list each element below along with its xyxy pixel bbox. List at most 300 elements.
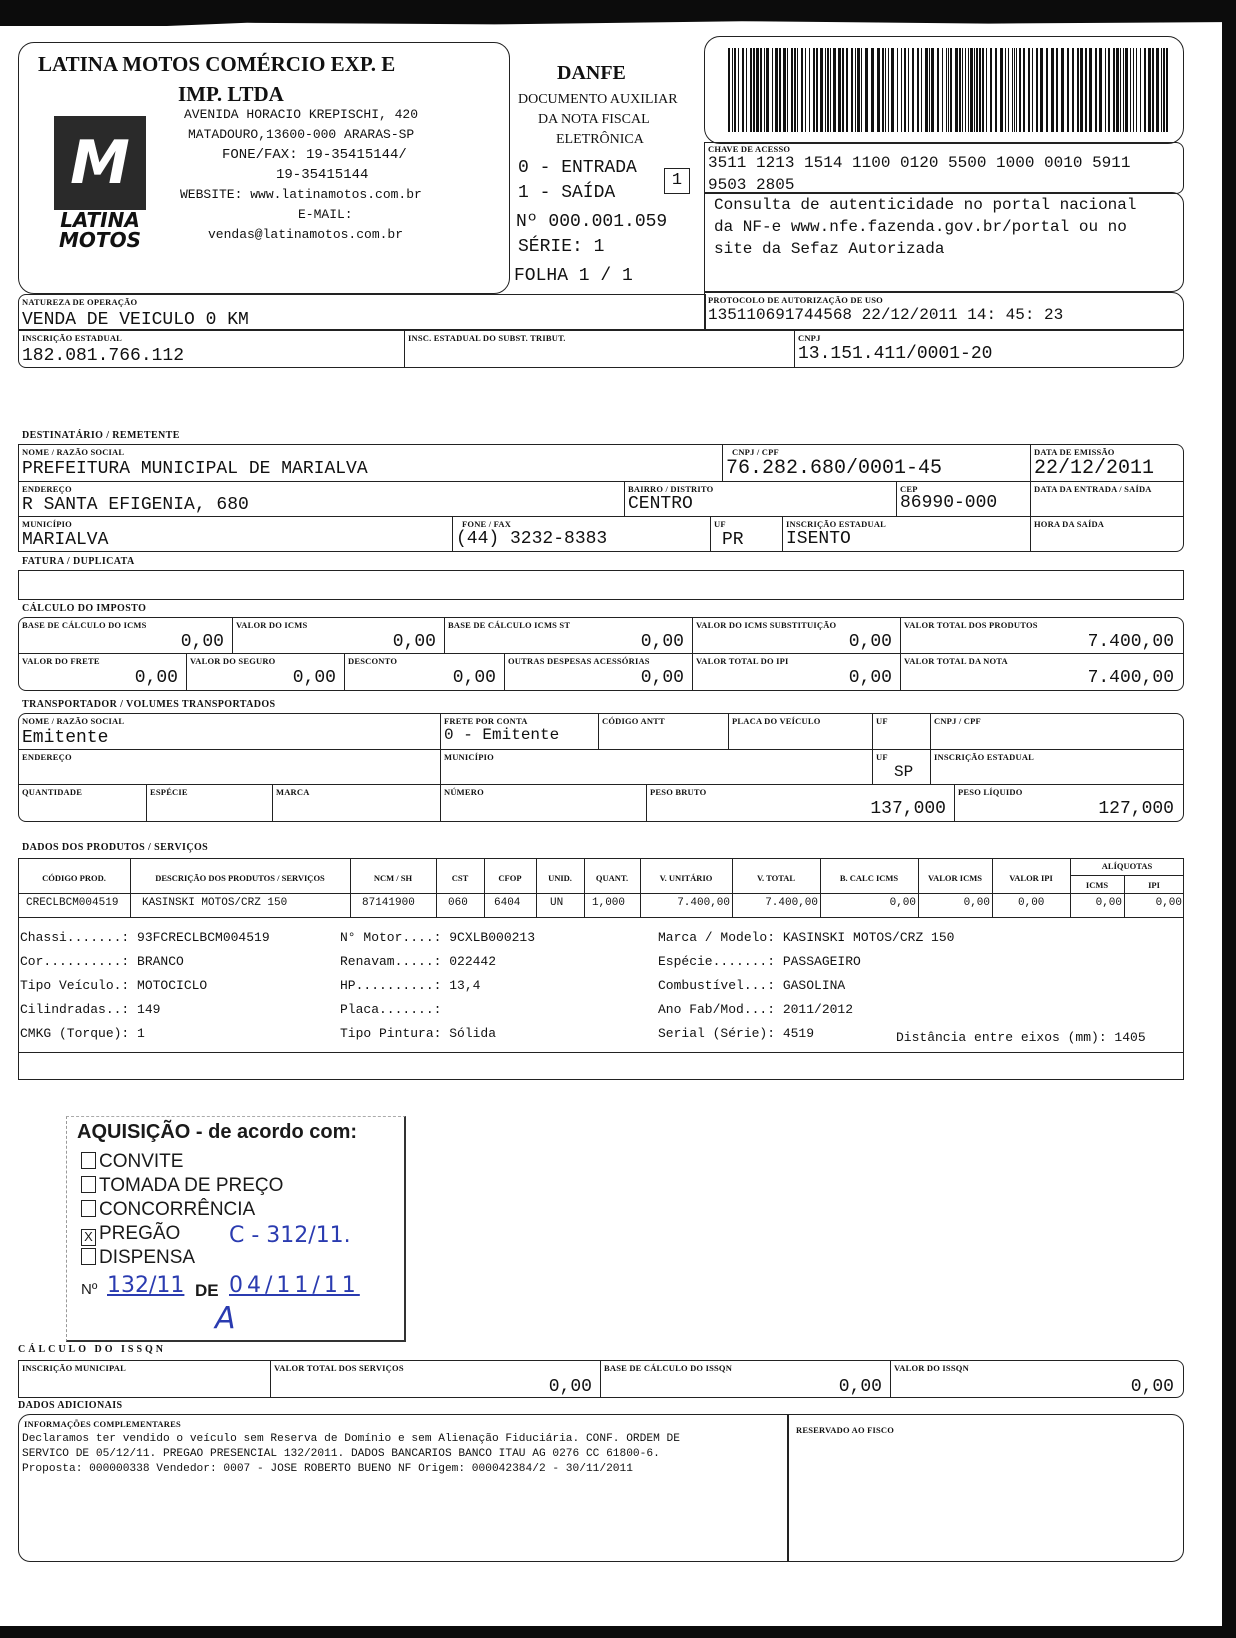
barcode-bar	[846, 48, 848, 132]
stamp-item-dispensa	[81, 1247, 195, 1269]
barcode-bar	[861, 48, 862, 132]
divider	[404, 330, 405, 368]
divider	[600, 1360, 601, 1398]
th-unid: UNID.	[548, 873, 572, 883]
check-mark: X	[84, 1229, 93, 1244]
barcode-bar	[1123, 48, 1124, 132]
td-vicms: 0,00	[963, 897, 990, 909]
barcode-bar	[833, 48, 836, 132]
bc-st-label: BASE DE CÁLCULO ICMS ST	[448, 620, 571, 630]
veiculo-marca: Marca / Modelo: KASINSKI MOTOS/CRZ 150	[658, 930, 955, 945]
barcode-bar	[764, 48, 765, 132]
dest-hora-label: HORA DA SAÍDA	[1034, 519, 1105, 529]
divider	[794, 330, 795, 368]
stamp-item-pregao	[81, 1223, 180, 1246]
dest-endereco-label: ENDEREÇO	[22, 484, 72, 494]
divider	[918, 858, 919, 918]
barcode-bar	[871, 48, 874, 132]
barcode-bar	[766, 48, 769, 132]
barcode-bar	[756, 48, 759, 132]
ipi: 0,00	[848, 668, 892, 688]
danfe-sub1: DOCUMENTO AUXILIAR	[518, 92, 678, 107]
divider	[1070, 875, 1184, 876]
barcode-bar	[921, 48, 922, 132]
transp-antt-label: CÓDIGO ANTT	[602, 716, 665, 726]
barcode-bar	[1140, 48, 1141, 132]
th-aliquotas: ALÍQUOTAS	[1101, 861, 1153, 871]
th-codigo: CÓDIGO PROD.	[42, 873, 106, 883]
barcode-bar	[982, 48, 984, 132]
barcode-bar	[948, 48, 949, 132]
protocolo-label: PROTOCOLO DE AUTORIZAÇÃO DE USO	[708, 295, 883, 305]
dest-municipio-label: MUNICÍPIO	[22, 519, 72, 529]
th-quant: QUANT.	[595, 873, 629, 883]
desconto-label: DESCONTO	[348, 656, 398, 666]
ie-label: INSCRIÇÃO ESTADUAL	[22, 333, 123, 343]
scan-top-edge	[0, 0, 1236, 26]
divider	[504, 653, 505, 691]
barcode-bar	[990, 48, 992, 132]
divider	[444, 617, 445, 654]
barcode-bar	[1077, 48, 1079, 132]
veiculo-torque: CMKG (Torque): 1	[20, 1026, 145, 1041]
th-vicms: VALOR ICMS	[928, 873, 982, 883]
barcode-bar	[942, 48, 943, 132]
issqn-servicos-label: VALOR TOTAL DOS SERVIÇOS	[274, 1363, 404, 1373]
divider	[270, 1360, 271, 1398]
stamp-item-tomada	[81, 1175, 283, 1197]
transp-especie-label: ESPÉCIE	[150, 787, 188, 797]
divider	[440, 713, 441, 750]
transp-uf2: SP	[894, 763, 914, 781]
produtos-table	[18, 858, 1184, 918]
barcode-bar	[1016, 48, 1017, 132]
seguro: 0,00	[292, 668, 336, 688]
dest-nome: PREFEITURA MUNICIPAL DE MARIALVA	[22, 459, 368, 479]
barcode-bar	[962, 48, 963, 132]
th-vunit: V. UNITÁRIO	[659, 873, 713, 883]
barcode-bar	[979, 48, 981, 132]
barcode-bar	[857, 48, 860, 132]
danfe-numero: Nº 000.001.059	[516, 212, 668, 232]
barcode-bar	[1040, 48, 1043, 132]
ipi-label: VALOR TOTAL DO IPI	[696, 656, 789, 666]
td-quant: 1,000	[592, 897, 626, 909]
info-label: INFORMAÇÕES COMPLEMENTARES	[24, 1419, 181, 1429]
barcode-bar	[1005, 48, 1006, 132]
logo-line2: MOTOS	[59, 228, 141, 252]
barcode-bar	[1148, 48, 1151, 132]
barcode-bar	[797, 48, 798, 132]
divider	[146, 784, 147, 822]
barcode-bar	[801, 48, 803, 132]
issqn-valor-label: VALOR DO ISSQN	[894, 1363, 969, 1373]
bc-icms: 0,00	[180, 632, 224, 652]
consulta-line2: da NF-e www.nfe.fazenda.gov.br/portal ou no	[714, 218, 1127, 236]
divider	[440, 749, 441, 785]
barcode-bar	[1067, 48, 1069, 132]
barcode-bar	[1036, 48, 1038, 132]
barcode-bar	[877, 48, 880, 132]
barcode-bar	[760, 48, 762, 132]
fatura-section: FATURA / DUPLICATA	[22, 556, 135, 567]
barcode-bar	[746, 48, 747, 132]
divider	[930, 749, 931, 785]
divider	[728, 713, 729, 750]
seguro-label: VALOR DO SEGURO	[190, 656, 276, 666]
td-vipi: 0,00	[1018, 897, 1045, 909]
stamp-no-label: Nº	[81, 1281, 98, 1298]
logo-line1: LATINA	[60, 208, 140, 232]
th-descricao: DESCRIÇÃO DOS PRODUTOS / SERVIÇOS	[155, 873, 325, 883]
barcode-bar	[946, 48, 947, 132]
barcode-bar	[931, 48, 934, 132]
dest-entrada-label: DATA DA ENTRADA / SAÍDA	[1034, 484, 1152, 494]
barcode-bar	[937, 48, 939, 132]
barcode-bar	[825, 48, 826, 132]
imposto-section: CÁLCULO DO IMPOSTO	[22, 603, 147, 614]
barcode-bar	[882, 48, 884, 132]
stamp-dispensa-label: DISPENSA	[99, 1247, 196, 1268]
divider	[710, 516, 711, 552]
stamp-hand-pregao: C - 312/11.	[229, 1223, 351, 1248]
divider	[900, 653, 901, 691]
barcode-bar	[891, 48, 894, 132]
veiculo-chassi: Chassi.......: 93FCRECLBCM004519	[20, 930, 270, 945]
barcode-bar	[1000, 48, 1003, 132]
transp-bruto-label: PESO BRUTO	[650, 787, 707, 797]
veiculo-col1	[20, 930, 270, 1050]
barcode-bar	[816, 48, 818, 132]
divider	[350, 858, 351, 918]
barcode-bar	[1161, 48, 1162, 132]
barcode-bar	[925, 48, 928, 132]
transp-liquido-label: PESO LÍQUIDO	[958, 787, 1023, 797]
barcode-bar	[865, 48, 868, 132]
barcode-bar	[1012, 48, 1013, 132]
logo-m-icon: M	[54, 116, 146, 210]
divider	[646, 784, 647, 822]
barcode-bar	[1046, 48, 1048, 132]
divider	[900, 617, 901, 654]
barcode-bar	[1099, 48, 1102, 132]
barcode-bar	[976, 48, 978, 132]
danfe-tipo-box	[664, 168, 690, 194]
protocolo-value: 135110691744568 22/12/2011 14: 45: 23	[708, 306, 1064, 324]
th-vtotal: V. TOTAL	[756, 873, 796, 883]
dest-emissao: 22/12/2011	[1034, 457, 1155, 480]
issqn-section: CÁLCULO DO ISSQN	[18, 1344, 167, 1355]
frete: 0,00	[134, 668, 178, 688]
danfe-serie: SÉRIE: 1	[518, 237, 605, 257]
barcode-bar	[738, 48, 739, 132]
barcode-bar	[728, 48, 730, 132]
divider	[452, 516, 453, 552]
barcode-bar	[965, 48, 966, 132]
td-cst: 060	[448, 897, 468, 909]
barcode-bar	[753, 48, 755, 132]
veiculo-col2	[340, 930, 535, 1050]
veiculo-placa: Placa.......:	[340, 1002, 442, 1017]
transp-uf-label: UF	[876, 716, 888, 726]
barcode-bar	[974, 48, 975, 132]
barcode-bar	[820, 48, 823, 132]
divider	[954, 784, 955, 822]
barcode-bar	[1008, 48, 1009, 132]
v-icms: 0,00	[392, 632, 436, 652]
th-aliq-icms: ICMS	[1085, 880, 1109, 890]
veiculo-cor: Cor..........: BRANCO	[20, 954, 184, 969]
barcode-bar	[779, 48, 781, 132]
issqn-valor: 0,00	[1130, 1377, 1174, 1397]
barcode-bar	[901, 48, 902, 132]
natureza-label: NATUREZA DE OPERAÇÃO	[22, 297, 138, 307]
consulta-line1: Consulta de autenticidade no portal nacional	[714, 196, 1137, 214]
divider	[1030, 481, 1031, 517]
barcode-bar	[775, 48, 778, 132]
transp-frete: 0 - Emitente	[444, 726, 560, 744]
barcode-bar	[1144, 48, 1146, 132]
danfe-saida: 1 - SAÍDA	[518, 183, 616, 203]
barcode-bar	[929, 48, 930, 132]
v-icms-label: VALOR DO ICMS	[236, 620, 308, 630]
barcode-bar	[1014, 48, 1015, 132]
stamp-title: AQUISIÇÃO - de acordo com:	[77, 1121, 358, 1143]
td-vunit: 7.400,00	[677, 897, 730, 909]
transp-qtd-label: QUANTIDADE	[22, 787, 83, 797]
produtos-section: DADOS DOS PRODUTOS / SERVIÇOS	[22, 842, 209, 853]
divider	[640, 858, 641, 918]
dest-fone-label: FONE / FAX	[462, 519, 512, 529]
barcode-bar	[1089, 48, 1092, 132]
barcode-bar	[791, 48, 793, 132]
checked-checkbox-icon	[81, 1229, 96, 1246]
ie-row-box	[18, 330, 1184, 368]
veiculo-renavam: Renavam.....: 022442	[340, 954, 497, 969]
outras-label: OUTRAS DESPESAS ACESSÓRIAS	[508, 656, 650, 666]
chave-line1: 3511 1213 1514 1100 0120 5500 1000 0010 5911	[708, 154, 1131, 172]
danfe-entrada: 0 - ENTRADA	[518, 158, 637, 178]
v-st: 0,00	[848, 632, 892, 652]
transp-frete-label: FRETE POR CONTA	[444, 716, 528, 726]
divider	[436, 858, 437, 918]
emitter-email-label: E-MAIL:	[298, 207, 353, 222]
td-aliq-icms: 0,00	[1095, 897, 1122, 909]
veiculo-combustivel: Combustível...: GASOLINA	[658, 978, 846, 993]
divider	[232, 617, 233, 654]
td-vtotal: 7.400,00	[765, 897, 818, 909]
info-line3: Proposta: 000000338 Vendedor: 0007 - JOSE ROBERTO BUENO NF Origem: 000042384/2 - 30/11/2011	[22, 1463, 633, 1475]
ie-value: 182.081.766.112	[22, 346, 185, 366]
scan-right-edge	[1222, 0, 1236, 1638]
desconto: 0,00	[452, 668, 496, 688]
chave-label: CHAVE DE ACESSO	[708, 144, 791, 154]
transp-nome-label: NOME / RAZÃO SOCIAL	[22, 716, 125, 726]
transp-row1	[18, 713, 1184, 750]
divider	[440, 784, 441, 822]
veiculo-motor: N° Motor....: 9CXLB000213	[340, 930, 536, 945]
barcode-bar	[750, 48, 752, 132]
barcode-bar	[1085, 48, 1087, 132]
transp-ie-label: INSCRIÇÃO ESTADUAL	[934, 752, 1035, 762]
barcode-bar	[1051, 48, 1054, 132]
emitter-cnpj-value: 13.151.411/0001-20	[798, 344, 993, 364]
barcode-bar	[1095, 48, 1097, 132]
divider	[872, 713, 873, 750]
barcode-bar	[1120, 48, 1121, 132]
barcode-bar	[1125, 48, 1128, 132]
veiculo-hp: HP..........: 13,4	[340, 978, 481, 993]
dest-ie-label: INSCRIÇÃO ESTADUAL	[786, 519, 887, 529]
barcode-bar	[897, 48, 898, 132]
nota-label: VALOR TOTAL DA NOTA	[904, 656, 1008, 666]
divider	[598, 713, 599, 750]
outras: 0,00	[640, 668, 684, 688]
issqn-im-label: INSCRIÇÃO MUNICIPAL	[22, 1363, 126, 1373]
transporte-section: TRANSPORTADOR / VOLUMES TRANSPORTADOS	[22, 699, 276, 710]
barcode-bar	[1163, 48, 1165, 132]
barcode-bar	[986, 48, 987, 132]
emitter-phone2: 19-35415144	[276, 167, 369, 183]
emitter-website: WEBSITE: www.latinamotos.com.br	[180, 187, 422, 202]
dest-uf: PR	[722, 530, 744, 550]
danfe-tipo-value: 1	[671, 171, 683, 190]
transp-liquido: 127,000	[1098, 799, 1174, 819]
barcode-bar	[955, 48, 958, 132]
barcode-bar	[1105, 48, 1106, 132]
stamp-hand-sign: A	[215, 1301, 236, 1336]
dest-cnpj-label: CNPJ / CPF	[732, 447, 779, 457]
transp-placa-label: PLACA DO VEÍCULO	[732, 716, 821, 726]
barcode-bar	[968, 48, 969, 132]
barcode-bar	[888, 48, 889, 132]
th-cfop: CFOP	[498, 873, 522, 883]
barcode-bar	[970, 48, 973, 132]
td-ncm: 87141900	[362, 897, 415, 909]
checkbox-icon	[81, 1176, 96, 1193]
th-bcalc: B. CALC ICMS	[839, 873, 899, 883]
dest-cep: 86990-000	[900, 493, 998, 513]
stamp-convite-label: CONVITE	[99, 1151, 184, 1172]
barcode-bar	[885, 48, 886, 132]
emitter-cnpj-label: CNPJ	[798, 333, 821, 343]
td-cfop: 6404	[494, 897, 521, 909]
stamp-hand-no: 132/11	[107, 1273, 185, 1298]
divider	[692, 617, 693, 654]
th-aliq-ipi: IPI	[1148, 880, 1160, 890]
emitter-name-line1: LATINA MOTOS COMÉRCIO EXP. E	[38, 52, 396, 76]
barcode-bar	[1116, 48, 1119, 132]
transp-marca-label: MARCA	[276, 787, 310, 797]
barcode-bar	[827, 48, 829, 132]
barcode-bar	[1108, 48, 1110, 132]
bc-st: 0,00	[640, 632, 684, 652]
destinatario-section: DESTINATÁRIO / REMETENTE	[22, 430, 180, 441]
barcode-bar	[912, 48, 914, 132]
divider	[782, 516, 783, 552]
td-unid: UN	[550, 897, 564, 909]
stamp-tomada-label: TOMADA DE PREÇO	[99, 1175, 284, 1196]
divider	[484, 858, 485, 918]
barcode-bar	[842, 48, 844, 132]
veiculo-serial: Serial (Série): 4519	[658, 1026, 815, 1041]
aquisicao-stamp	[66, 1116, 406, 1342]
barcode-bar	[813, 48, 815, 132]
emitter-address2: MATADOURO,13600-000 ARARAS-SP	[188, 127, 415, 142]
barcode-bar	[950, 48, 952, 132]
dest-bairro: CENTRO	[628, 494, 693, 514]
transp-uf2-label: UF	[876, 752, 888, 762]
fatura-box	[18, 570, 1184, 600]
veiculo-cilindradas: Cilindradas..: 149	[20, 1002, 161, 1017]
veiculo-ano: Ano Fab/Mod...: 2011/2012	[658, 1002, 854, 1017]
veiculo-especie: Espécie.......: PASSAGEIRO	[658, 954, 861, 969]
barcode-bar	[1156, 48, 1159, 132]
danfe-sub3: ELETRÔNICA	[556, 132, 644, 147]
stamp-pregao-label: PREGÃO	[99, 1223, 181, 1244]
barcode-bar	[794, 48, 796, 132]
barcode-bar	[734, 48, 736, 132]
fisco-label: RESERVADO AO FISCO	[796, 1425, 895, 1435]
barcode-bar	[1019, 48, 1021, 132]
td-aliq-ipi: 0,00	[1155, 897, 1182, 909]
divider	[130, 858, 131, 918]
divider	[624, 481, 625, 517]
barcode-bar	[772, 48, 773, 132]
emitter-name-line2: IMP. LTDA	[178, 82, 284, 106]
issqn-base-label: BASE DE CÁLCULO DO ISSQN	[604, 1363, 733, 1373]
divider	[692, 653, 693, 691]
checkbox-icon	[81, 1248, 96, 1265]
th-ncm: NCM / SH	[373, 873, 413, 883]
barcode-bar	[809, 48, 810, 132]
barcode-bar	[732, 48, 733, 132]
danfe-folha: FOLHA 1 / 1	[514, 266, 633, 286]
transp-municipio-label: MUNICÍPIO	[444, 752, 494, 762]
dest-bairro-label: BAIRRO / DISTRITO	[628, 484, 714, 494]
th-vipi: VALOR IPI	[1009, 873, 1053, 883]
transp-cnpj-label: CNPJ / CPF	[934, 716, 981, 726]
divider	[344, 653, 345, 691]
barcode-bar	[851, 48, 853, 132]
barcode-bar	[855, 48, 856, 132]
stamp-hand-date: 04/11/11	[229, 1273, 360, 1298]
frete-label: VALOR DO FRETE	[22, 656, 100, 666]
dest-fone: (44) 3232-8383	[456, 529, 608, 549]
transp-numero-label: NÚMERO	[444, 787, 484, 797]
divider	[1030, 516, 1031, 552]
adicionais-section: DADOS ADICIONAIS	[18, 1400, 123, 1411]
barcode-bar	[1032, 48, 1033, 132]
dest-ie: ISENTO	[786, 529, 851, 549]
divider	[732, 858, 733, 918]
divider	[722, 444, 723, 482]
barcode-bar	[959, 48, 961, 132]
divider	[536, 858, 537, 918]
barcode-bar	[904, 48, 906, 132]
chave-line2: 9503 2805	[708, 176, 795, 194]
nota: 7.400,00	[1087, 668, 1174, 688]
consulta-line3: site da Sefaz Autorizada	[714, 240, 945, 258]
emitter-phone1: FONE/FAX: 19-35415144/	[222, 147, 407, 163]
barcode-bar	[805, 48, 806, 132]
divider	[584, 858, 585, 918]
checkbox-icon	[81, 1200, 96, 1217]
v-prod: 7.400,00	[1087, 632, 1174, 652]
barcode-bar	[1152, 48, 1154, 132]
barcode-bar	[830, 48, 831, 132]
barcode-bar	[1061, 48, 1064, 132]
